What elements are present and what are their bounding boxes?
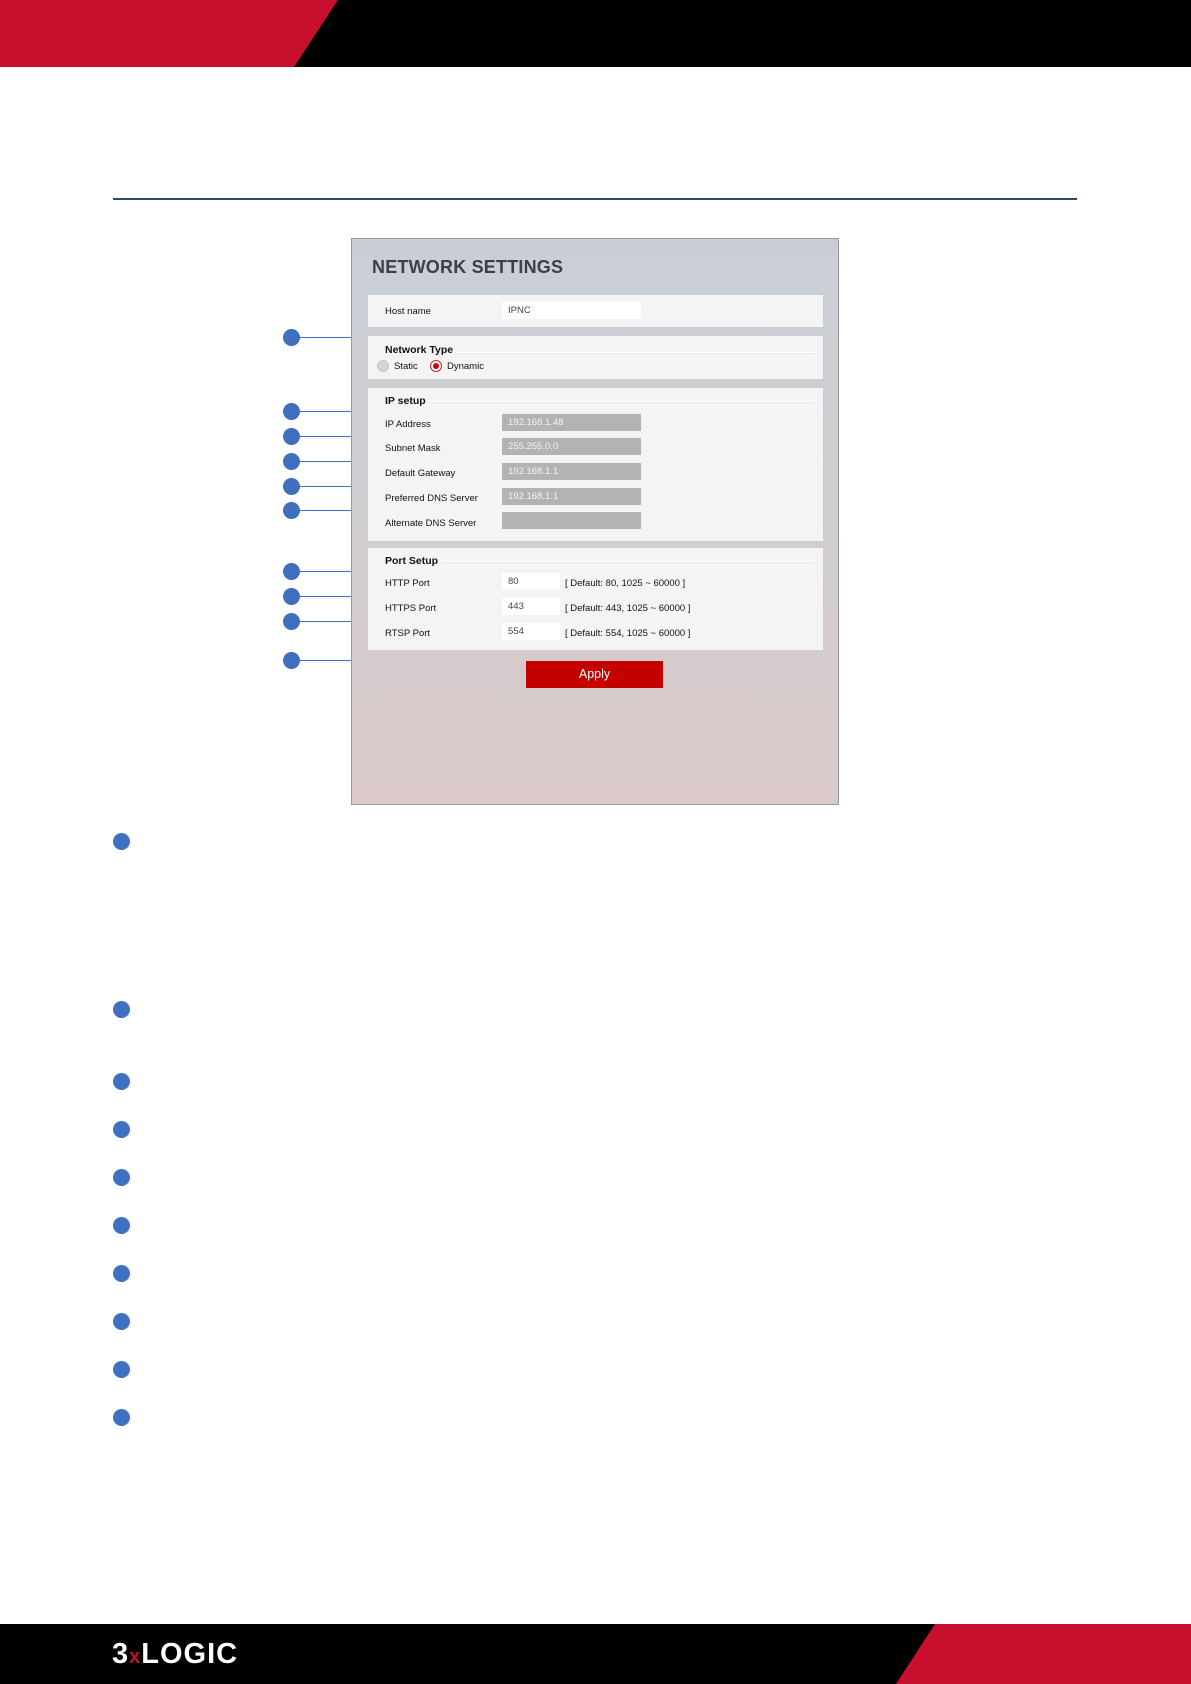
host-name-section <box>368 295 823 327</box>
network-settings-panel <box>351 238 839 805</box>
brand-logo <box>112 1638 238 1671</box>
callout-marker <box>283 563 300 580</box>
https-port-hint: [ Default: 443, 1025 ~ 60000 ] <box>565 603 691 614</box>
https-port-label: HTTPS Port <box>385 603 437 614</box>
static-radio[interactable] <box>377 360 389 372</box>
ip-setup-section <box>368 388 823 541</box>
panel-title: NETWORK SETTINGS <box>372 257 564 277</box>
alternate-dns-field[interactable] <box>502 512 641 529</box>
page-footer-band <box>0 1624 1191 1684</box>
rtsp-port-field[interactable]: 554 <box>502 623 560 640</box>
default-gateway-field[interactable]: 192.168.1.1 <box>502 463 641 480</box>
section-divider-rule <box>113 198 1077 200</box>
logo-text-3: 3 <box>112 1638 130 1670</box>
subnet-mask-label: Subnet Mask <box>385 443 441 454</box>
bullet-marker <box>113 1217 130 1234</box>
callout-marker <box>283 403 300 420</box>
rtsp-port-label: RTSP Port <box>385 628 431 639</box>
apply-button[interactable]: Apply <box>526 661 663 688</box>
https-port-field[interactable]: 443 <box>502 598 560 615</box>
page-header-band <box>0 0 1191 67</box>
default-gateway-label: Default Gateway <box>385 468 456 479</box>
network-type-section <box>368 336 823 379</box>
port-setup-section <box>368 548 823 650</box>
port-setup-heading: Port Setup <box>385 555 441 567</box>
bullet-marker <box>113 833 130 850</box>
preferred-dns-field[interactable]: 192.168.1.1 <box>502 488 641 505</box>
ip-setup-heading: IP setup <box>385 395 429 407</box>
bullet-marker <box>113 1169 130 1186</box>
callout-marker <box>283 428 300 445</box>
section-rule <box>385 401 815 403</box>
http-port-field[interactable]: 80 <box>502 573 560 590</box>
callout-marker <box>283 329 300 346</box>
logo-text-x: x <box>129 1646 142 1668</box>
bullet-marker <box>113 1121 130 1138</box>
callout-marker <box>283 478 300 495</box>
host-name-field[interactable]: IPNC <box>502 302 641 319</box>
http-port-label: HTTP Port <box>385 578 430 589</box>
bullet-marker <box>113 1001 130 1018</box>
dynamic-radio-label: Dynamic <box>447 361 484 372</box>
callout-marker <box>283 613 300 630</box>
network-type-heading: Network Type <box>385 344 456 356</box>
header-red-accent <box>0 0 1191 67</box>
dynamic-radio[interactable] <box>430 360 442 372</box>
preferred-dns-label: Preferred DNS Server <box>385 493 478 504</box>
callout-marker <box>283 502 300 519</box>
bullet-marker <box>113 1073 130 1090</box>
logo-text-logic: LOGIC <box>141 1638 239 1670</box>
callout-marker <box>283 453 300 470</box>
bullet-marker <box>113 1313 130 1330</box>
http-port-hint: [ Default: 80, 1025 ~ 60000 ] <box>565 578 686 589</box>
callout-marker <box>283 588 300 605</box>
ip-address-field[interactable]: 192.168.1.48 <box>502 414 641 431</box>
bullet-marker <box>113 1361 130 1378</box>
host-name-label: Host name <box>385 306 431 317</box>
ip-address-label: IP Address <box>385 419 431 430</box>
alternate-dns-label: Alternate DNS Server <box>385 518 477 529</box>
subnet-mask-field[interactable]: 255.255.0.0 <box>502 438 641 455</box>
static-radio-label: Static <box>394 361 418 372</box>
bullet-marker <box>113 1409 130 1426</box>
bullet-marker <box>113 1265 130 1282</box>
section-rule <box>385 561 815 563</box>
callout-marker <box>283 652 300 669</box>
rtsp-port-hint: [ Default: 554, 1025 ~ 60000 ] <box>565 628 691 639</box>
